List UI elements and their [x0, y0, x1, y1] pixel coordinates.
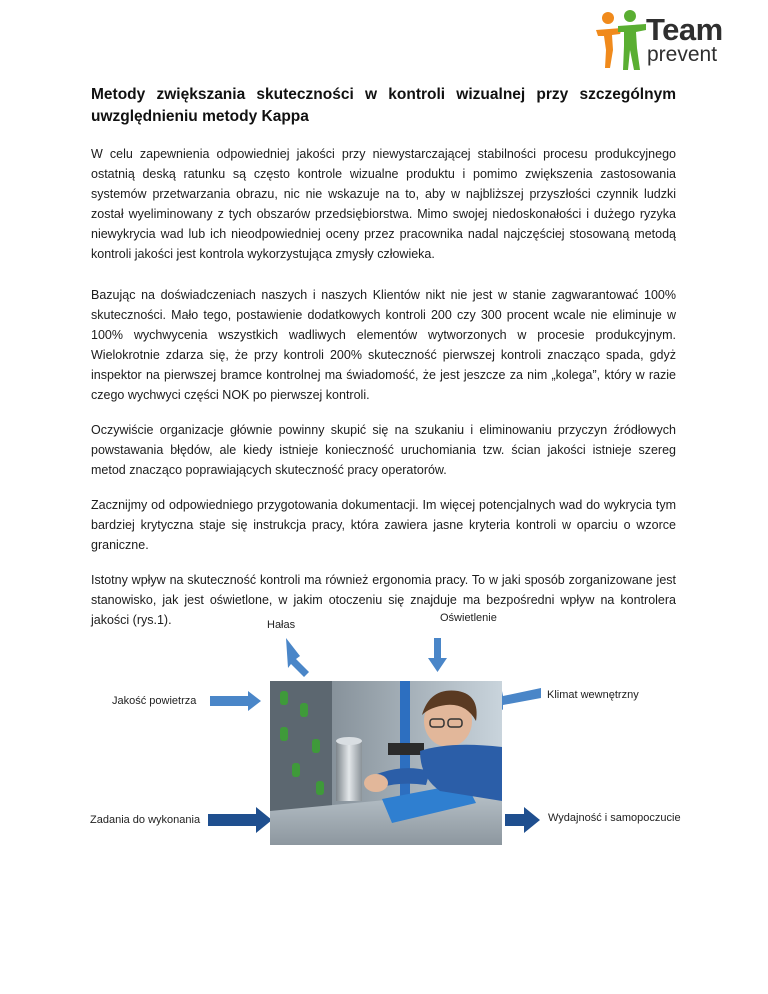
team-prevent-logo	[592, 6, 742, 76]
noise-arrow-icon	[286, 638, 309, 677]
document-title: Metody zwiększania skuteczności w kontroli wizualnej przy szczególnym uwzględnieniu metody Kappa	[91, 86, 676, 125]
paragraph-3: Oczywiście organizacje głównie powinny skupić się na szukaniu i eliminowaniu przyczyn źródłowych powstawania błędów, ale kiedy istnieje konieczność uruchomiania tzw. ścian jakości istnieje szereg metod znacząco poprawiających skuteczność pracy operatorów.	[91, 423, 676, 477]
label-air-quality: Jakość powietrza	[112, 695, 197, 707]
performance-arrow-icon	[505, 807, 540, 833]
label-indoor-climate: Klimat wewnętrzny	[547, 689, 639, 701]
air-quality-arrow-icon	[210, 691, 261, 711]
document-body	[91, 84, 676, 630]
lighting-arrow-icon	[428, 638, 447, 672]
paragraph-5: Istotny wpływ na skuteczność kontroli ma również ergonomia pracy. To w jaki sposób zorganizowane jest stanowisko, jak jest oświetlone, w jakim otoczeniu się znajduje ma bezpośredni wpływ na kontrolera jakości (rys.1).	[91, 573, 676, 627]
tasks-arrow-icon	[208, 807, 272, 833]
paragraph-4: Zacznijmy od odpowiedniego przygotowania dokumentacji. Im więcej potencjalnych wad do wykrycia tym bardziej krytyczna staje się instrukcja pracy, która zawiera jasne kryteria kontroli w oparciu o wzorce graniczne.	[91, 498, 676, 552]
label-noise: Hałas	[267, 619, 296, 631]
logo-prevent-text: prevent	[647, 43, 718, 66]
label-lighting: Oświetlenie	[440, 612, 497, 624]
paragraph-2: Bazując na doświadczeniach naszych i naszych Klientów nikt nie jest w stanie zagwarantować 100% skuteczności. Mało tego, postawienie dodatkowych kontroli 200 czy 300 procent wcale nie eliminuje w 100% wychwycenia wszystkich wadliwych elementów wytworzonych w procesie produkcyjnym. Wielokrotnie zdarza się, że przy kontroli 200% skuteczność pierwszej kontroli znacząco spada, gdyż inspektor na pierwszej bramce kontrolnej ma świadomość, że jest jeszcze za nim „kolega”, który w razie czego wychwyci części NOK po pierwszej kontroli.	[91, 288, 676, 402]
logo-team-text: Team	[646, 12, 723, 47]
label-tasks: Zadania do wykonania	[90, 814, 201, 826]
inspector-photo	[270, 681, 502, 845]
paragraph-1: W celu zapewnienia odpowiedniej jakości przy niewystarczającej stabilności procesu produkcyjnego ostatnią deską ratunku są często kontrole wizualne produktu i pomimo zwiększenia zastosowania systemów przetwarzania obrazu, nic nie wskazuje na to, aby w najbliższej przyszłości czynnik ludzki został wyeliminowany z tych obszarów przedsiębiorstwa. Mimo swojej niedoskonałości i dużego ryzyka niewykrycia wad lub ich nieodpowiedniej oceny przez pracownika nadal najczęściej stosowaną metodą kontroli jakości jest kontrola wykorzystująca zmysły człowieka.	[91, 147, 676, 261]
ergonomics-diagram	[0, 600, 768, 860]
logo-text	[646, 14, 723, 65]
team-figures-icon	[592, 6, 652, 76]
label-performance: Wydajność i samopoczucie	[548, 812, 681, 824]
